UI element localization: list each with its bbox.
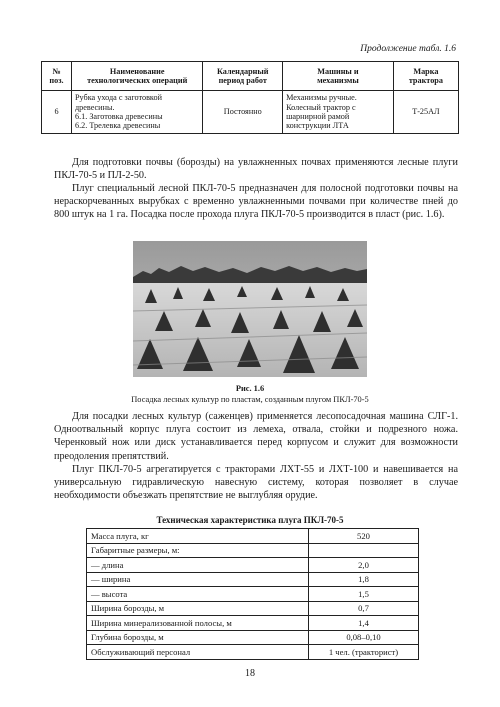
paragraph-1: Для подготовки почвы (борозды) на увлажненных почвах применяются лесные плуги ПКЛ-70-5 и ПЛ-2-50. xyxy=(54,157,458,182)
table-row xyxy=(87,630,419,645)
table-row xyxy=(87,616,419,631)
paragraph-4: Плуг ПКЛ-70-5 агрегатируется с тракторами ЛХТ-55 и ЛХТ-100 и навешивается на универсальную гидравлическую навесную систему, которая позволяет в случае необходимости объезжать препятствие не выглубляя орудие. xyxy=(54,464,458,502)
cell-tractor: Т-25АЛ xyxy=(393,91,458,134)
operations-table xyxy=(41,61,459,134)
spec-table-title: Техническая характеристика плуга ПКЛ-70-5 xyxy=(156,515,344,525)
spec-value: 1,8 xyxy=(309,572,419,587)
spec-label: Габаритные размеры, м: xyxy=(87,543,309,558)
table-row xyxy=(42,91,459,134)
spec-label: — ширина xyxy=(87,572,309,587)
spec-value: 1 чел. (тракторист) xyxy=(309,645,419,660)
spec-value: 0,08–0,10 xyxy=(309,630,419,645)
table-row xyxy=(87,558,419,573)
cell-period: Постоянно xyxy=(203,91,283,134)
spec-value: 520 xyxy=(309,529,419,544)
spec-label: Масса плуга, кг xyxy=(87,529,309,544)
spec-value: 1,4 xyxy=(309,616,419,631)
figure-caption: Посадка лесных культур по пластам, созданным плугом ПКЛ-70-5 xyxy=(131,395,369,404)
table-continuation-note: Продолжение табл. 1.6 xyxy=(360,44,456,54)
page-number: 18 xyxy=(245,668,255,679)
spec-label: — высота xyxy=(87,587,309,602)
header-period: Календарный период работ xyxy=(203,62,283,91)
operations-table-header xyxy=(42,62,459,91)
forest-planting-photo xyxy=(133,241,367,377)
header-tractor: Марка трактора xyxy=(393,62,458,91)
spec-value: 2,0 xyxy=(309,558,419,573)
figure-title: Рис. 1.6 xyxy=(235,384,265,393)
paragraph-3: Для посадки лесных культур (саженцев) применяется лесопосадочная машина СЛГ-1. Одноотвальный корпус плуга состоит из лемеха, отвала, стойки и подрезного ножа. Черенковый нож или диск устанавливается перед корпусом и служит для возможности преодоления препятствий. xyxy=(54,411,458,462)
cell-machines: Механизмы ручные. Колесный трактор с шарнирной рамой конструкции ЛТА xyxy=(283,91,394,134)
spec-label: Глубина борозды, м xyxy=(87,630,309,645)
header-operation: Наименование технологических операций xyxy=(72,62,203,91)
spec-value xyxy=(309,543,419,558)
cell-operation: Рубка ухода с заготовкой древесины. 6.1. Заготовка древесины 6.2. Трелевка древесины xyxy=(72,91,203,134)
cell-num: 6 xyxy=(42,91,72,134)
spec-value: 1,5 xyxy=(309,587,419,602)
table-row xyxy=(87,543,419,558)
table-row xyxy=(87,529,419,544)
header-machines: Машины и механизмы xyxy=(283,62,394,91)
header-num: № поз. xyxy=(42,62,72,91)
spec-label: Обслуживающий персонал xyxy=(87,645,309,660)
table-row xyxy=(87,645,419,660)
table-row xyxy=(87,601,419,616)
spec-value: 0,7 xyxy=(309,601,419,616)
paragraph-2: Плуг специальный лесной ПКЛ-70-5 предназначен для полосной подготовки почвы на нераскорчеванных вырубках с временно увлажненными почвами при количестве пней до 800 штук на 1 га. Посадка после прохода плуга ПКЛ-70-5 производится в пласт (рис. 1.6). xyxy=(54,183,458,221)
spec-label: — длина xyxy=(87,558,309,573)
table-row xyxy=(87,587,419,602)
spec-label: Ширина минерализованной полосы, м xyxy=(87,616,309,631)
table-row xyxy=(87,572,419,587)
spec-table xyxy=(86,528,419,660)
spec-label: Ширина борозды, м xyxy=(87,601,309,616)
